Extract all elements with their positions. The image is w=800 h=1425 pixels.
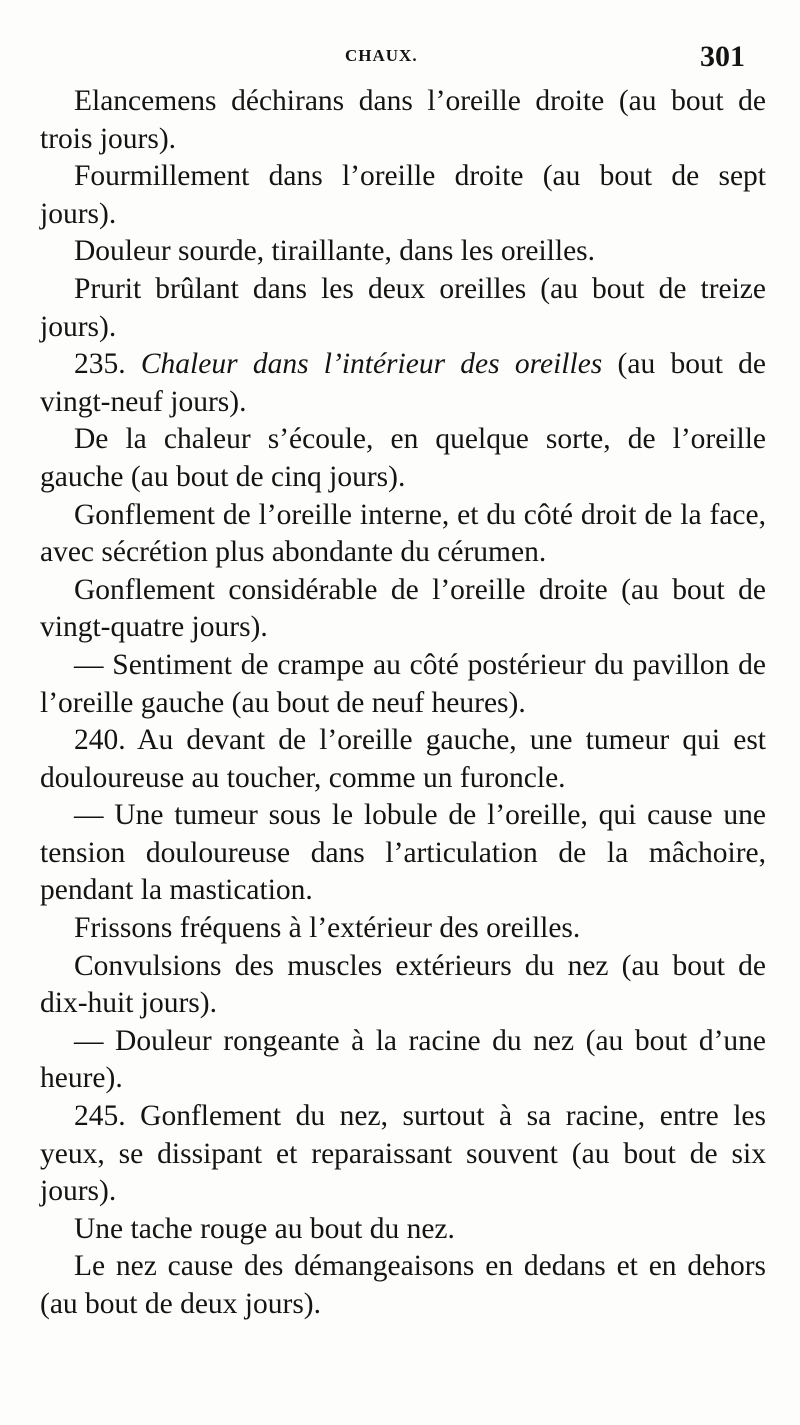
running-title: CHAUX. xyxy=(345,46,418,65)
page-body xyxy=(40,83,766,1324)
paragraph: — Douleur rongeante à la racine du nez (au bout d’une heure). xyxy=(40,1024,766,1095)
running-head xyxy=(0,40,800,80)
italic-emphasis: Chaleur dans l’intérieur des oreilles xyxy=(140,348,603,381)
paragraph-235: 235. Chaleur dans l’intérieur des oreilles (au bout de vingt-neuf jours). xyxy=(40,348,766,418)
paragraph: Fourmillement dans l’oreille droite (au bout de sept jours). xyxy=(40,160,766,230)
paragraph: Le nez cause des démangeaisons en dedans et en dehors (au bout de deux jours). xyxy=(40,1250,766,1320)
paragraph: Prurit brûlant dans les deux oreilles (au bout de treize jours). xyxy=(40,272,766,343)
paragraph: De la chaleur s’écoule, en quelque sorte, de l’oreille gauche (au bout de cinq jours). xyxy=(40,423,766,493)
paragraph: — Une tumeur sous le lobule de l’oreille, qui cause une tension douloureuse dans l’articulation de la mâchoire, pendant la mastication. xyxy=(40,799,766,907)
paragraph: Elancemens déchirans dans l’oreille droite (au bout de trois jours). xyxy=(40,85,766,155)
paragraph-240: 240. Au devant de l’oreille gauche, une tumeur qui est douloureuse au toucher, comme un furoncle. xyxy=(40,724,766,794)
paragraph-245: 245. Gonflement du nez, surtout à sa racine, entre les yeux, se dissipant et reparaissant souvent (au bout de six jours). xyxy=(40,1100,766,1208)
paragraph: Douleur sourde, tiraillante, dans les oreilles. xyxy=(74,235,596,268)
paragraph: Gonflement considérable de l’oreille droite (au bout de vingt-quatre jours). xyxy=(40,573,766,644)
paragraph: Convulsions des muscles extérieurs du nez (au bout de dix-huit jours). xyxy=(40,949,766,1020)
paragraph: Une tache rouge au bout du nez. xyxy=(74,1212,455,1245)
paragraph: — Sentiment de crampe au côté postérieur du pavillon de l’oreille gauche (au bout de neuf heures). xyxy=(40,648,766,719)
paragraph: Frissons fréquens à l’extérieur des oreilles. xyxy=(74,912,581,945)
page-number: 301 xyxy=(700,40,745,73)
paragraph: Gonflement de l’oreille interne, et du côté droit de la face, avec sécrétion plus abondante du cérumen. xyxy=(40,498,766,569)
